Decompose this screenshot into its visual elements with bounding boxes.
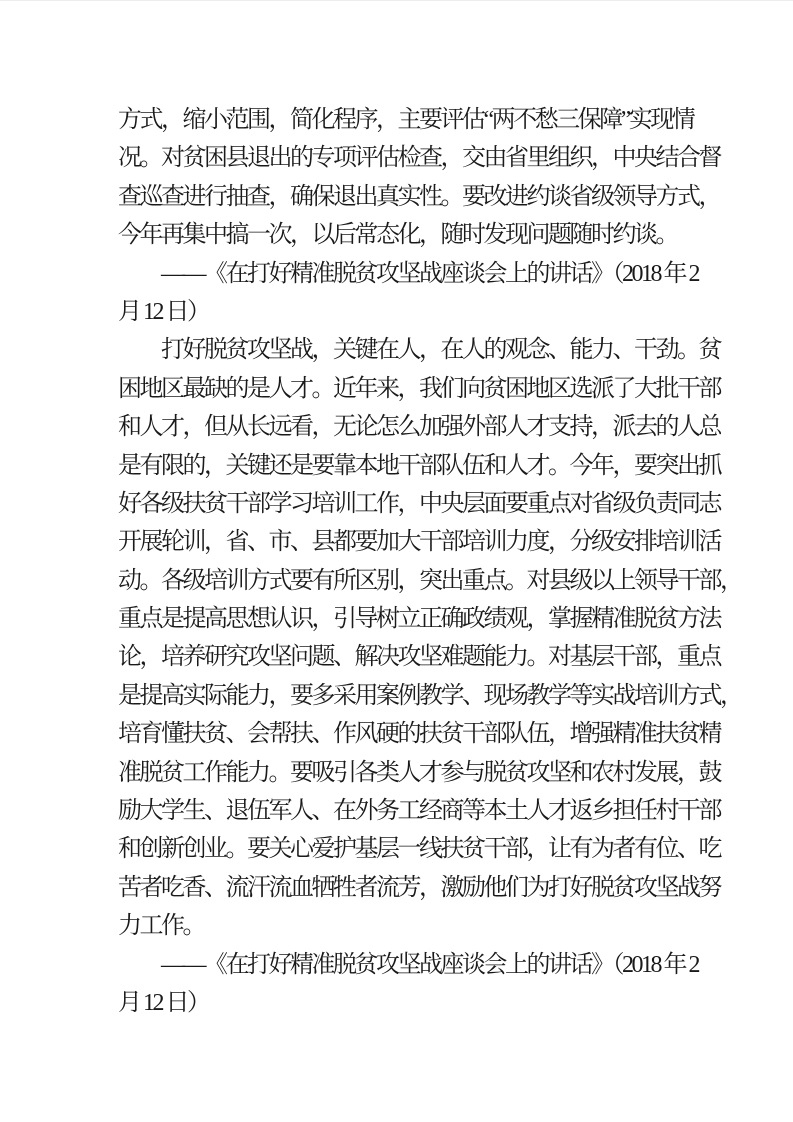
citation-line: 月 12 日）	[118, 989, 209, 1016]
text-line: 动。各级培训方式要有所区别，突出重点。对县级以上领导干部，	[118, 567, 742, 594]
text-line: 苦者吃香、流汗流血牺牲者流芳，激励他们为打好脱贫攻坚战努	[118, 874, 720, 901]
text-line: 是提高实际能力，要多采用案例教学、现场教学等实战培训方式，	[118, 682, 742, 709]
text-line: 和人才，但从长远看，无论怎么加强外部人才支持，派去的人总	[118, 414, 720, 441]
citation-line: 月 12 日）	[118, 298, 209, 325]
text-line: 和创新创业。要关心爱护基层一线扶贫干部，让有为者有位、吃	[118, 836, 720, 863]
text-line: 力工作。	[118, 913, 204, 940]
citation-line: ——《在打好精准脱贫攻坚战座谈会上的讲话》（2018 年 2	[161, 951, 698, 978]
text-line: 今年再集中搞一次，以后常态化，随时发现问题随时约谈。	[118, 222, 677, 249]
citation-block	[118, 946, 698, 1023]
citation-block	[118, 255, 698, 332]
text-line: 查巡查进行抽查，确保退出真实性。要改进约谈省级领导方式，	[118, 183, 720, 210]
text-line: 培育懂扶贫、会帮扶、作风硬的扶贫干部队伍，增强精准扶贫精	[118, 721, 720, 748]
text-line: 好各级扶贫干部学习培训工作，中央层面要重点对省级负责同志	[118, 490, 720, 517]
text-column	[118, 101, 742, 1022]
text-line: 方式，缩小范围，简化程序，主要评估“两不愁三保障”实现情	[118, 107, 694, 133]
text-line: 准脱贫工作能力。要吸引各类人才参与脱贫攻坚和农村发展，鼓	[118, 759, 720, 786]
text-line: 困地区最缺的是人才。近年来，我们向贫困地区选派了大批干部	[118, 375, 720, 402]
text-line: 打好脱贫攻坚战，关键在人，在人的观念、能力、干劲。贫	[161, 337, 720, 364]
text-line: 况。对贫困县退出的专项评估检查，交由省里组织，中央结合督	[118, 145, 720, 172]
text-line: 开展轮训，省、市、县都要加大干部培训力度，分级安排培训活	[118, 529, 720, 556]
text-line: 论，培养研究攻坚问题、解决攻坚难题能力。对基层干部，重点	[118, 644, 720, 671]
paragraph-block	[118, 101, 720, 255]
text-line: 是有限的，关键还是要靠本地干部队伍和人才。今年，要突出抓	[118, 452, 720, 479]
citation-line: ——《在打好精准脱贫攻坚战座谈会上的讲话》（2018 年 2	[161, 260, 698, 287]
paragraph-block	[118, 331, 742, 945]
text-line: 重点是提高思想认识，引导树立正确政绩观，掌握精准脱贫方法	[118, 606, 720, 633]
text-line: 励大学生、退伍军人、在外务工经商等本土人才返乡担任村干部	[118, 798, 720, 825]
